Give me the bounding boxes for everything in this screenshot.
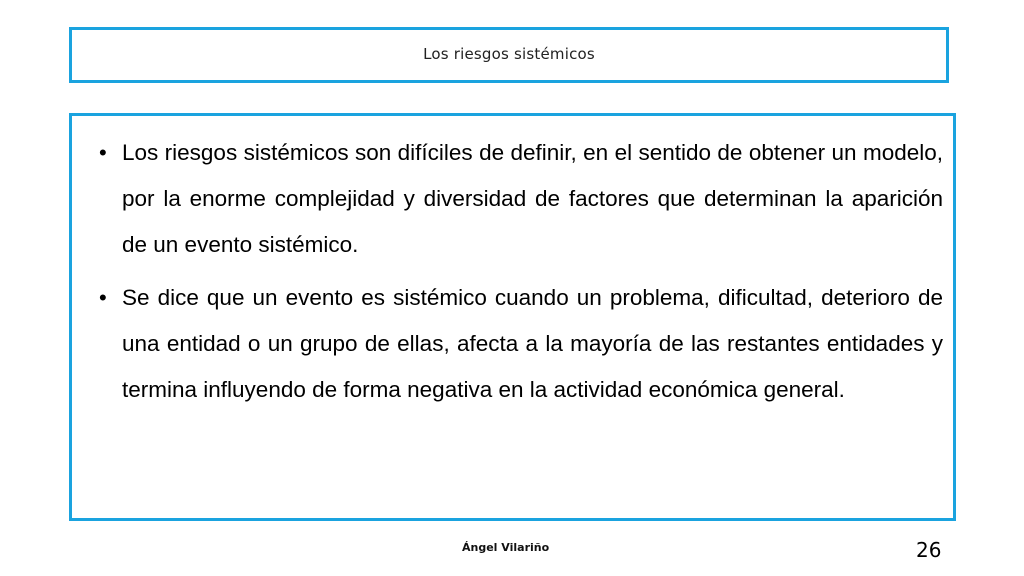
title-box xyxy=(69,27,949,83)
bullet-item-2 xyxy=(99,275,943,413)
bullet-item-1 xyxy=(99,130,943,268)
bullet-text-2: Se dice que un evento es sistémico cuando un problema, dificultad, deterioro de una entidad o un grupo de ellas, afecta a la mayoría de las restantes entidades y termina influyendo de forma negativa en la actividad económica general. xyxy=(122,285,943,402)
page-number: 26 xyxy=(916,538,942,562)
content-box xyxy=(69,113,956,521)
bullet-text-1: Los riesgos sistémicos son difíciles de definir, en el sentido de obtener un modelo, por la enorme complejidad y diversidad de factores que determinan la aparición de un evento sistémico. xyxy=(122,140,943,257)
bullet-marker: • xyxy=(99,140,107,165)
footer-author: Ángel Vilariño xyxy=(462,541,550,554)
bullet-list xyxy=(99,130,943,413)
slide-title: Los riesgos sistémicos xyxy=(423,45,595,63)
bullet-marker: • xyxy=(99,285,107,310)
